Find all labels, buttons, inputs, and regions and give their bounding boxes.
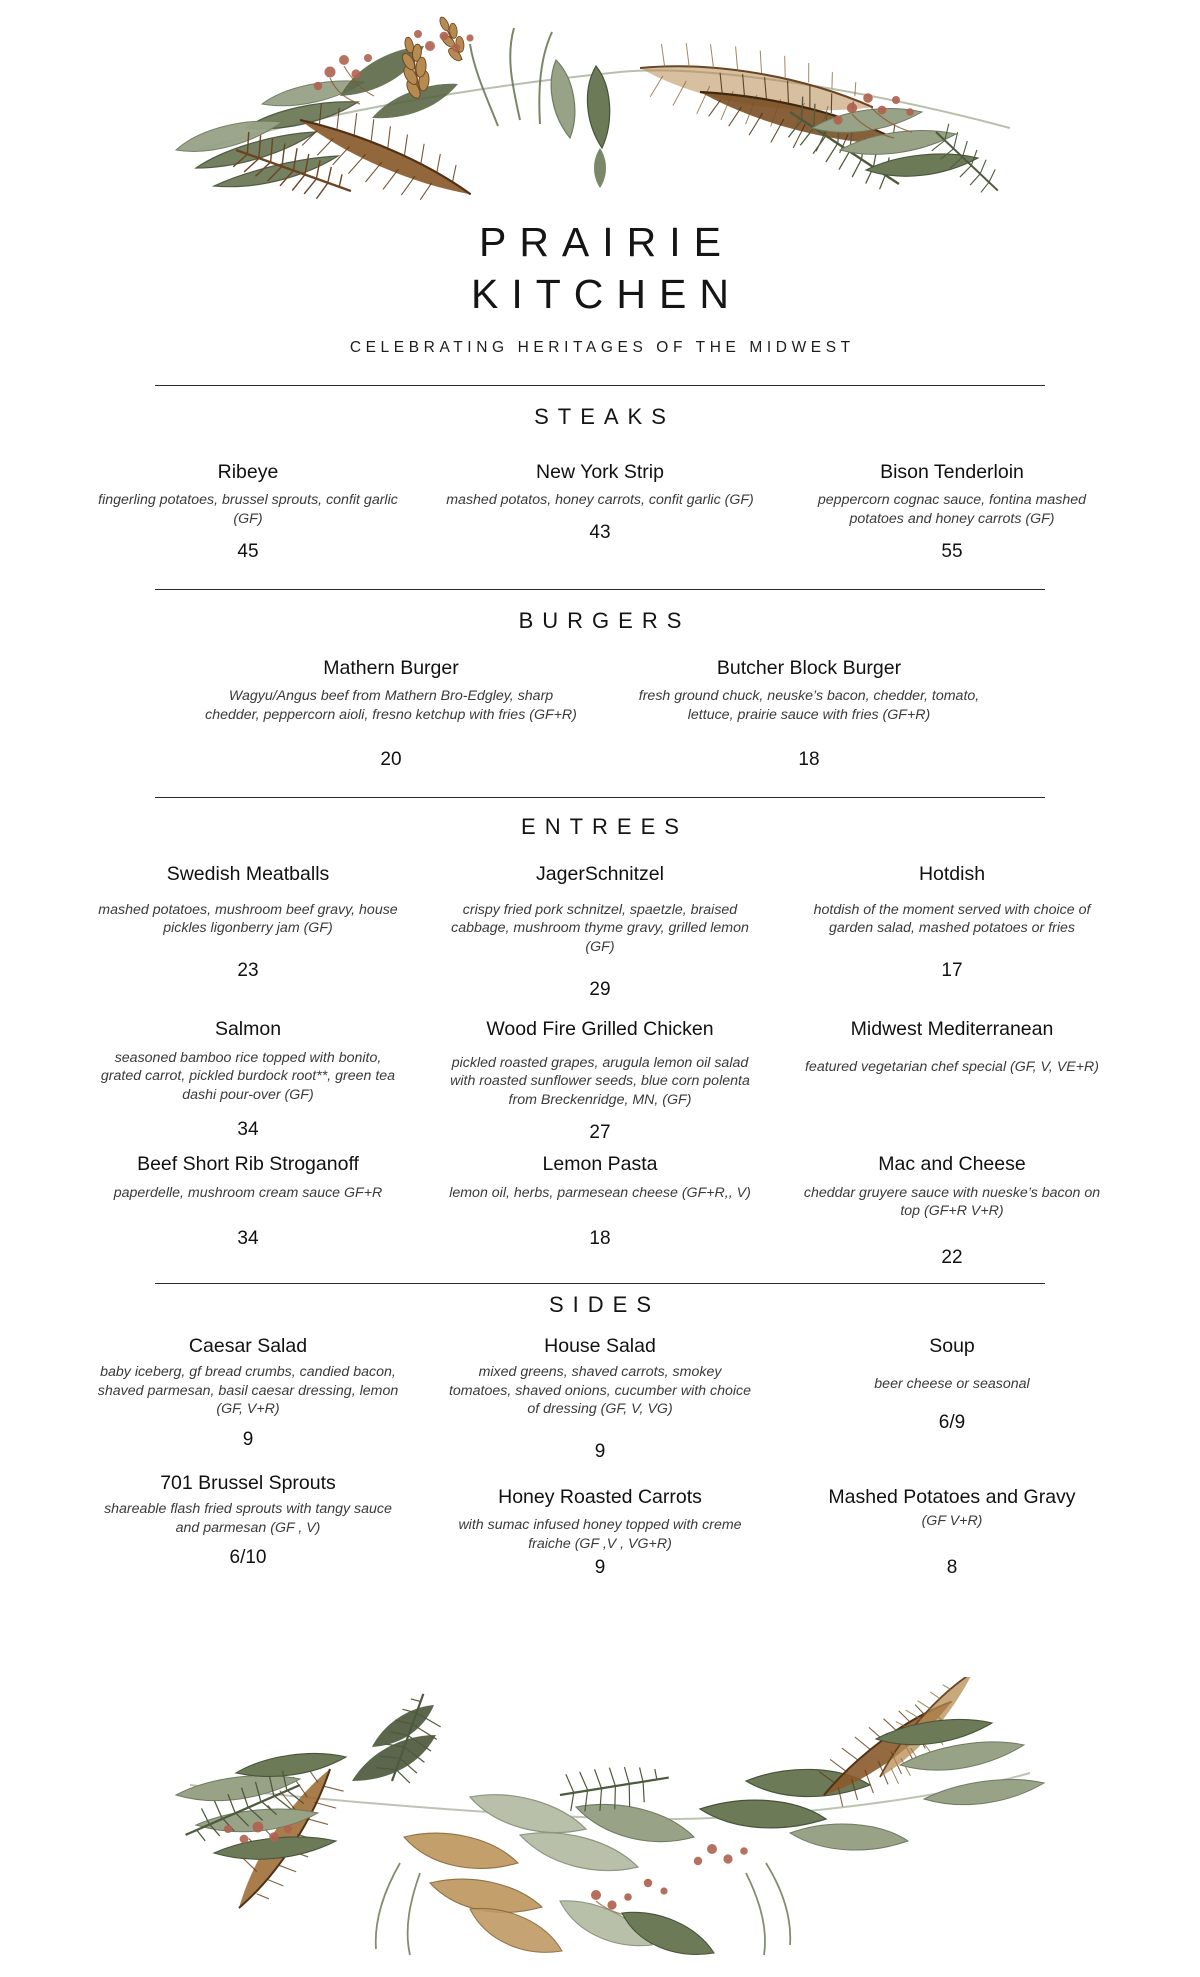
item-name: Hotdish <box>918 863 986 886</box>
item-description: pickled roasted grapes, arugula lemon oil salad with roasted sunflower seeds, blue corn polenta from Breckenridge, MN, (GF) <box>450 1054 750 1109</box>
menu-item <box>432 460 768 544</box>
item-description: beer cheese or seasonal <box>874 1375 1030 1392</box>
menu-item <box>608 656 1010 771</box>
divider-after-burgers <box>155 797 1045 798</box>
section-title-sides: SIDES <box>548 1292 661 1318</box>
item-description: lemon oil, herbs, parmesean cheese (GF+R,, V) <box>449 1184 751 1201</box>
item-price: 9 <box>594 1557 606 1579</box>
section-sides <box>0 1292 1200 1579</box>
brand-tagline: CELEBRATING HERITAGES OF THE MIDWEST <box>349 338 855 356</box>
item-price: 18 <box>589 1228 611 1250</box>
item-name: JagerSchnitzel <box>536 863 664 886</box>
item-name: Honey Roasted Carrots <box>498 1486 702 1509</box>
section-title-burgers: BURGERS <box>518 608 691 634</box>
item-name: Beef Short Rib Stroganoff <box>137 1153 359 1176</box>
divider-after-steaks <box>155 589 1045 590</box>
menu-item <box>432 862 768 1001</box>
divider-after-entrees <box>155 1283 1045 1284</box>
brand-name-line-1: PRAIRIE <box>478 219 735 265</box>
item-description: mashed potatoes, mushroom beef gravy, house pickles ligonberry jam (GF) <box>98 901 398 937</box>
item-price: 22 <box>941 1247 963 1269</box>
menu-item <box>432 1152 768 1250</box>
item-description: fresh ground chuck, neuske’s bacon, chedder, tomato, lettuce, prairie sauce with fries (GF+R) <box>638 688 980 724</box>
footer-botanical-illustration <box>0 1677 1200 1977</box>
menu-item <box>432 1471 768 1579</box>
item-price: 20 <box>380 749 402 771</box>
brand-header <box>0 216 1200 357</box>
menu-item <box>784 1017 1120 1088</box>
item-description: (GF V+R) <box>921 1512 983 1529</box>
item-description: baby iceberg, gf bread crumbs, candied bacon, shaved parmesan, basil caesar dressing, lemon (GF, V+R) <box>97 1363 399 1418</box>
item-description: with sumac infused honey topped with creme fraiche (GF ,V , VG+R) <box>458 1516 742 1552</box>
item-name: Mathern Burger <box>323 657 459 680</box>
item-price: 29 <box>589 979 611 1001</box>
menu-item <box>784 1334 1120 1433</box>
menu-item <box>784 1152 1120 1269</box>
item-description: hotdish of the moment served with choice of garden salad, mashed potatoes or fries <box>813 901 1091 937</box>
item-price: 34 <box>237 1228 259 1250</box>
item-price: 34 <box>237 1119 259 1141</box>
item-description: mixed greens, shaved carrots, smokey tomatoes, shaved onions, cucumber with choice of dressing (GF, V, VG) <box>448 1363 752 1418</box>
item-name: Caesar Salad <box>188 1335 308 1358</box>
burgers-row-1 <box>190 656 1010 771</box>
menu-item <box>190 656 592 771</box>
item-name: House Salad <box>544 1335 656 1358</box>
item-description: crispy fried pork schnitzel, spaetzle, braised cabbage, mushroom thyme gravy, grilled lemon (GF) <box>451 901 749 956</box>
item-description: featured vegetarian chef special (GF, V, VE+R) <box>804 1058 1099 1075</box>
item-name: Mac and Cheese <box>878 1153 1026 1176</box>
item-price: 6/10 <box>229 1547 267 1569</box>
menu-item <box>80 1471 416 1569</box>
section-burgers <box>0 608 1200 771</box>
item-name: Bison Tenderloin <box>880 460 1024 483</box>
section-title-entrees: ENTREES <box>521 814 688 840</box>
menu-item <box>784 1471 1120 1578</box>
item-name: Ribeye <box>217 460 279 483</box>
item-price: 45 <box>237 541 259 563</box>
steaks-row-1 <box>80 460 1120 563</box>
item-name: New York Strip <box>536 460 664 483</box>
item-price: 18 <box>798 749 820 771</box>
item-price: 9 <box>594 1441 606 1463</box>
item-description: fingerling potatoes, brussel sprouts, confit garlic (GF) <box>98 492 398 528</box>
item-name: Soup <box>929 1335 975 1358</box>
item-name: Midwest Mediterranean <box>850 1018 1054 1041</box>
item-description: shareable flash fried sprouts with tangy sauce and parmesan (GF , V) <box>104 1500 392 1536</box>
section-entrees <box>0 814 1200 1269</box>
item-description: paperdelle, mushroom cream sauce GF+R <box>113 1184 383 1201</box>
divider-top <box>155 385 1045 386</box>
sides-row-2 <box>80 1471 1120 1579</box>
item-description: Wagyu/Angus beef from Mathern Bro-Edgley, sharp chedder, peppercorn aioli, fresno ketchup with fries (GF+R) <box>205 688 577 724</box>
item-name: Salmon <box>214 1018 282 1041</box>
item-price: 23 <box>237 960 259 982</box>
item-description: seasoned bamboo rice topped with bonito, grated carrot, pickled burdock root**, green tea dashi pour-over (GF) <box>100 1049 396 1104</box>
item-description: cheddar gruyere sauce with nueske’s bacon on top (GF+R V+R) <box>803 1184 1101 1220</box>
item-price: 9 <box>242 1429 254 1451</box>
section-steaks <box>0 404 1200 563</box>
header-botanical-illustration <box>0 0 1200 230</box>
sides-row-1 <box>80 1334 1120 1463</box>
menu-item <box>432 1017 768 1144</box>
item-description: peppercorn cognac sauce, fontina mashed potatoes and honey carrots (GF) <box>817 492 1087 528</box>
item-name: Butcher Block Burger <box>716 657 902 680</box>
item-description: mashed potatos, honey carrots, confit garlic (GF) <box>446 492 754 509</box>
entrees-row-3 <box>80 1152 1120 1269</box>
entrees-row-1 <box>80 862 1120 1001</box>
item-name: 701 Brussel Sprouts <box>160 1472 336 1495</box>
item-price: 8 <box>946 1556 958 1578</box>
menu-item <box>80 1152 416 1250</box>
item-price: 43 <box>589 522 611 544</box>
item-name: Wood Fire Grilled Chicken <box>486 1018 714 1041</box>
item-price: 17 <box>941 960 963 982</box>
menu-item <box>784 460 1120 563</box>
item-price: 27 <box>589 1122 611 1144</box>
menu-item <box>784 862 1120 982</box>
menu-item <box>432 1334 768 1463</box>
item-name: Mashed Potatoes and Gravy <box>828 1486 1076 1509</box>
entrees-row-2 <box>80 1017 1120 1144</box>
menu-item <box>80 1334 416 1451</box>
item-name: Swedish Meatballs <box>166 863 330 886</box>
menu-item <box>80 1017 416 1141</box>
menu-item <box>80 460 416 563</box>
item-price: 55 <box>941 541 963 563</box>
menu-item <box>80 862 416 982</box>
item-name: Lemon Pasta <box>542 1153 658 1176</box>
brand-name-line-2: KITCHEN <box>471 271 742 318</box>
section-title-steaks: STEAKS <box>534 403 675 429</box>
item-price: 6/9 <box>938 1411 966 1433</box>
